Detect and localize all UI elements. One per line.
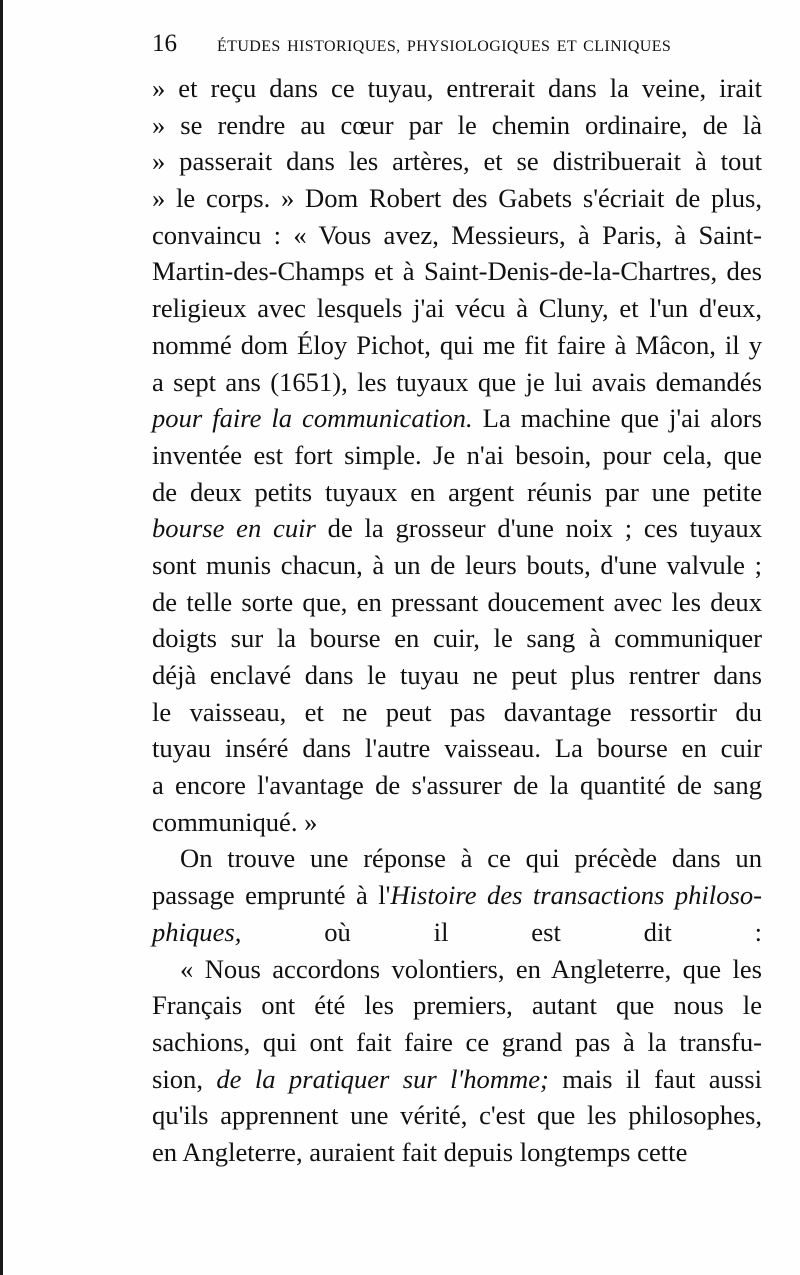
text-line: [152, 730, 762, 767]
text-line: [152, 143, 762, 180]
text-line: [152, 914, 762, 951]
text-line: [152, 584, 762, 621]
text-segment: » se rendre au cœur par le chemin ordinaire, de là: [152, 109, 762, 140]
text-line: [152, 327, 762, 364]
text-segment: sont munis chacun, à un de leurs bouts, d'une valvule ;: [152, 549, 762, 580]
text-segment: On trouve une réponse à ce qui précède dans un: [180, 843, 762, 874]
text-line: [152, 694, 762, 731]
text-segment: « Nous accordons volontiers, en Angleterre, que les: [180, 953, 762, 984]
italic-text: bourse en cuir: [152, 513, 316, 544]
text-segment: passage emprunté à l': [152, 880, 391, 911]
text-line: [152, 364, 762, 401]
text-segment: tuyau inséré dans l'autre vaisseau. La bourse en cuir: [152, 733, 762, 764]
text-segment: nommé dom Éloy Pichot, qui me fit faire à Mâcon, il y: [152, 329, 762, 360]
text-line: [152, 951, 762, 988]
text-segment: de deux petits tuyaux en argent réunis par une petite: [152, 476, 762, 507]
text-line: [152, 657, 762, 694]
body-text: [152, 70, 762, 1171]
text-line: [152, 1024, 762, 1061]
text-segment: » et reçu dans ce tuyau, entrerait dans la veine, irait: [152, 73, 762, 103]
text-line: [152, 1134, 762, 1171]
text-line: [152, 510, 762, 547]
text-segment: déjà enclavé dans le tuyau ne peut plus rentrer dans: [152, 660, 762, 690]
text-line: [152, 877, 762, 914]
running-title: ÉTUDES HISTORIQUES, PHYSIOLOGIQUES ET CLINIQUES: [217, 38, 672, 55]
text-line: [152, 547, 762, 584]
text-segment: » le corps. » Dom Robert des Gabets s'écriait de plus,: [152, 183, 762, 214]
text-segment: inventée est fort simple. Je n'ai besoin, pour cela, que: [152, 439, 762, 470]
text-segment: convaincu : « Vous avez, Messieurs, à Paris, à Saint-: [152, 219, 762, 250]
text-segment: religieux avec lesquels j'ai vécu à Cluny, et l'un d'eux,: [152, 293, 762, 324]
page-header: [152, 30, 712, 60]
text-line: [152, 1097, 762, 1134]
text-line: [152, 437, 762, 474]
text-line: [152, 474, 762, 511]
text-line: [152, 70, 762, 107]
text-segment: sion,: [152, 1063, 217, 1094]
text-line: [152, 987, 762, 1024]
text-line: [152, 217, 762, 254]
text-segment: le vaisseau, et ne peut pas davantage ressortir du: [152, 696, 762, 727]
text-segment: en Angleterre, auraient fait depuis longtemps cette: [152, 1136, 688, 1167]
text-segment: La machine que j'ai alors: [472, 403, 762, 434]
text-segment: Français ont été les premiers, autant que nous le: [152, 990, 762, 1021]
text-segment: communiqué. »: [152, 806, 318, 837]
text-segment: mais il faut aussi: [548, 1063, 762, 1094]
text-segment: sachions, qui ont fait faire ce grand pas à la transfu-: [152, 1026, 762, 1057]
italic-text: Histoire des transactions philoso-: [390, 880, 762, 911]
page-edge-shadow: [0, 0, 3, 1275]
text-line: [152, 804, 762, 841]
text-line: [152, 620, 762, 657]
text-line: [152, 840, 762, 877]
text-segment: doigts sur la bourse en cuir, le sang à communiquer: [152, 623, 762, 654]
italic-text: pour faire la communication.: [152, 403, 473, 434]
italic-text: de la pratiquer sur l'homme;: [216, 1063, 549, 1094]
text-line: [152, 1061, 762, 1098]
text-segment: où il est dit :: [241, 916, 762, 947]
text-segment: a sept ans (1651), les tuyaux que je lui avais demandés: [152, 366, 762, 397]
text-segment: Martin-des-Champs et à Saint-Denis-de-la-Chartres, des: [152, 256, 762, 287]
text-line: [152, 180, 762, 217]
text-segment: a encore l'avantage de s'assurer de la quantité de sang: [152, 770, 762, 801]
text-line: [152, 290, 762, 327]
text-segment: » passerait dans les artères, et se distribuerait à tout: [152, 146, 762, 177]
page-number: 16: [152, 30, 177, 57]
text-segment: de telle sorte que, en pressant doucement avec les deux: [152, 586, 762, 617]
italic-text: phiques,: [152, 916, 242, 947]
text-line: [152, 400, 762, 437]
text-segment: qu'ils apprennent une vérité, c'est que les philosophes,: [152, 1100, 762, 1131]
text-line: [152, 107, 762, 144]
text-line: [152, 253, 762, 290]
text-segment: de la grosseur d'une noix ; ces tuyaux: [315, 513, 762, 544]
text-line: [152, 767, 762, 804]
